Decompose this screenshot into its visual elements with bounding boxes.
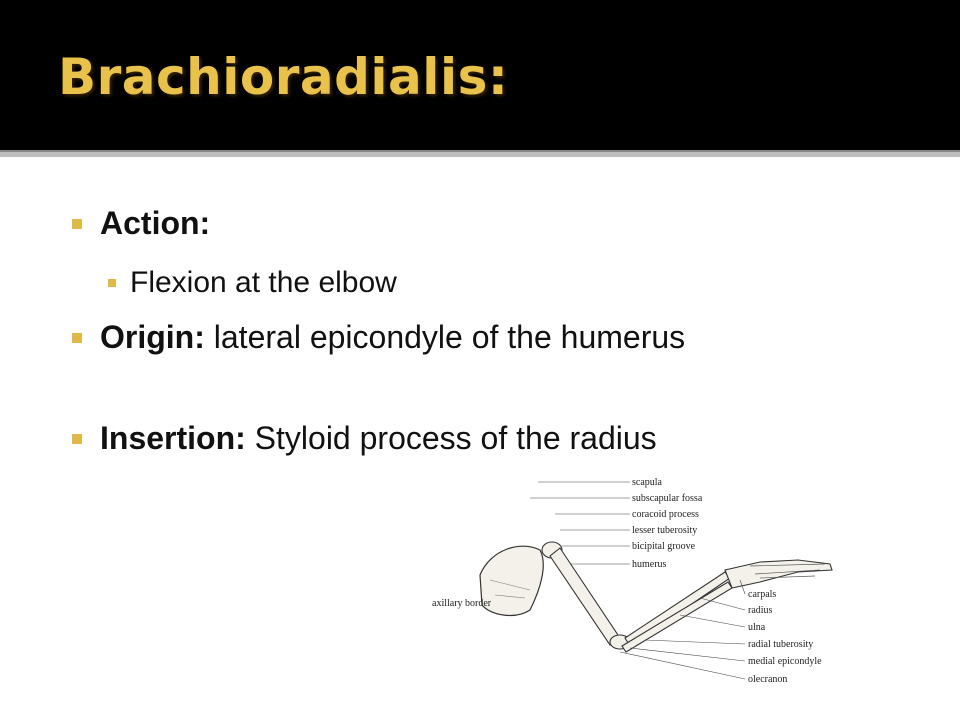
origin-label: Origin:: [100, 319, 205, 355]
insertion-label: Insertion:: [100, 420, 246, 456]
insertion-text: Styloid process of the radius: [245, 420, 657, 456]
sub-bullet-square-icon: [108, 279, 116, 287]
action-label: Action:: [100, 205, 211, 241]
label-bicipital-groove: bicipital groove: [632, 541, 696, 552]
bullet-action-sub: [108, 266, 397, 300]
humerus-shaft: [550, 548, 620, 645]
label-axillary-border: axillary border: [432, 598, 492, 609]
label-medial-epicondyle: medial epicondyle: [748, 656, 822, 667]
label-olecranon: olecranon: [748, 674, 788, 685]
label-radial-tuberosity: radial tuberosity: [748, 639, 814, 650]
bullet-insertion: [72, 420, 657, 457]
origin-text: lateral epicondyle of the humerus: [204, 319, 686, 355]
label-subscapular-fossa: subscapular fossa: [632, 493, 703, 504]
slide-title: Brachioradialis:: [58, 48, 509, 106]
label-radius: radius: [748, 605, 773, 616]
label-ulna: ulna: [748, 622, 766, 633]
arm-skeleton-diagram: [420, 470, 860, 715]
title-bar: [0, 0, 960, 150]
label-lesser-tuberosity: lesser tuberosity: [632, 525, 698, 536]
label-humerus: humerus: [632, 559, 667, 570]
bullet-action: [72, 205, 210, 242]
bullet-square-icon: [72, 333, 82, 343]
bullet-origin: [72, 319, 685, 356]
label-scapula: scapula: [632, 477, 662, 488]
action-sub-text: Flexion at the elbow: [130, 266, 397, 299]
label-carpals: carpals: [748, 589, 777, 600]
bullet-square-icon: [72, 434, 82, 444]
bullet-square-icon: [72, 219, 82, 229]
label-coracoid-process: coracoid process: [632, 509, 699, 520]
